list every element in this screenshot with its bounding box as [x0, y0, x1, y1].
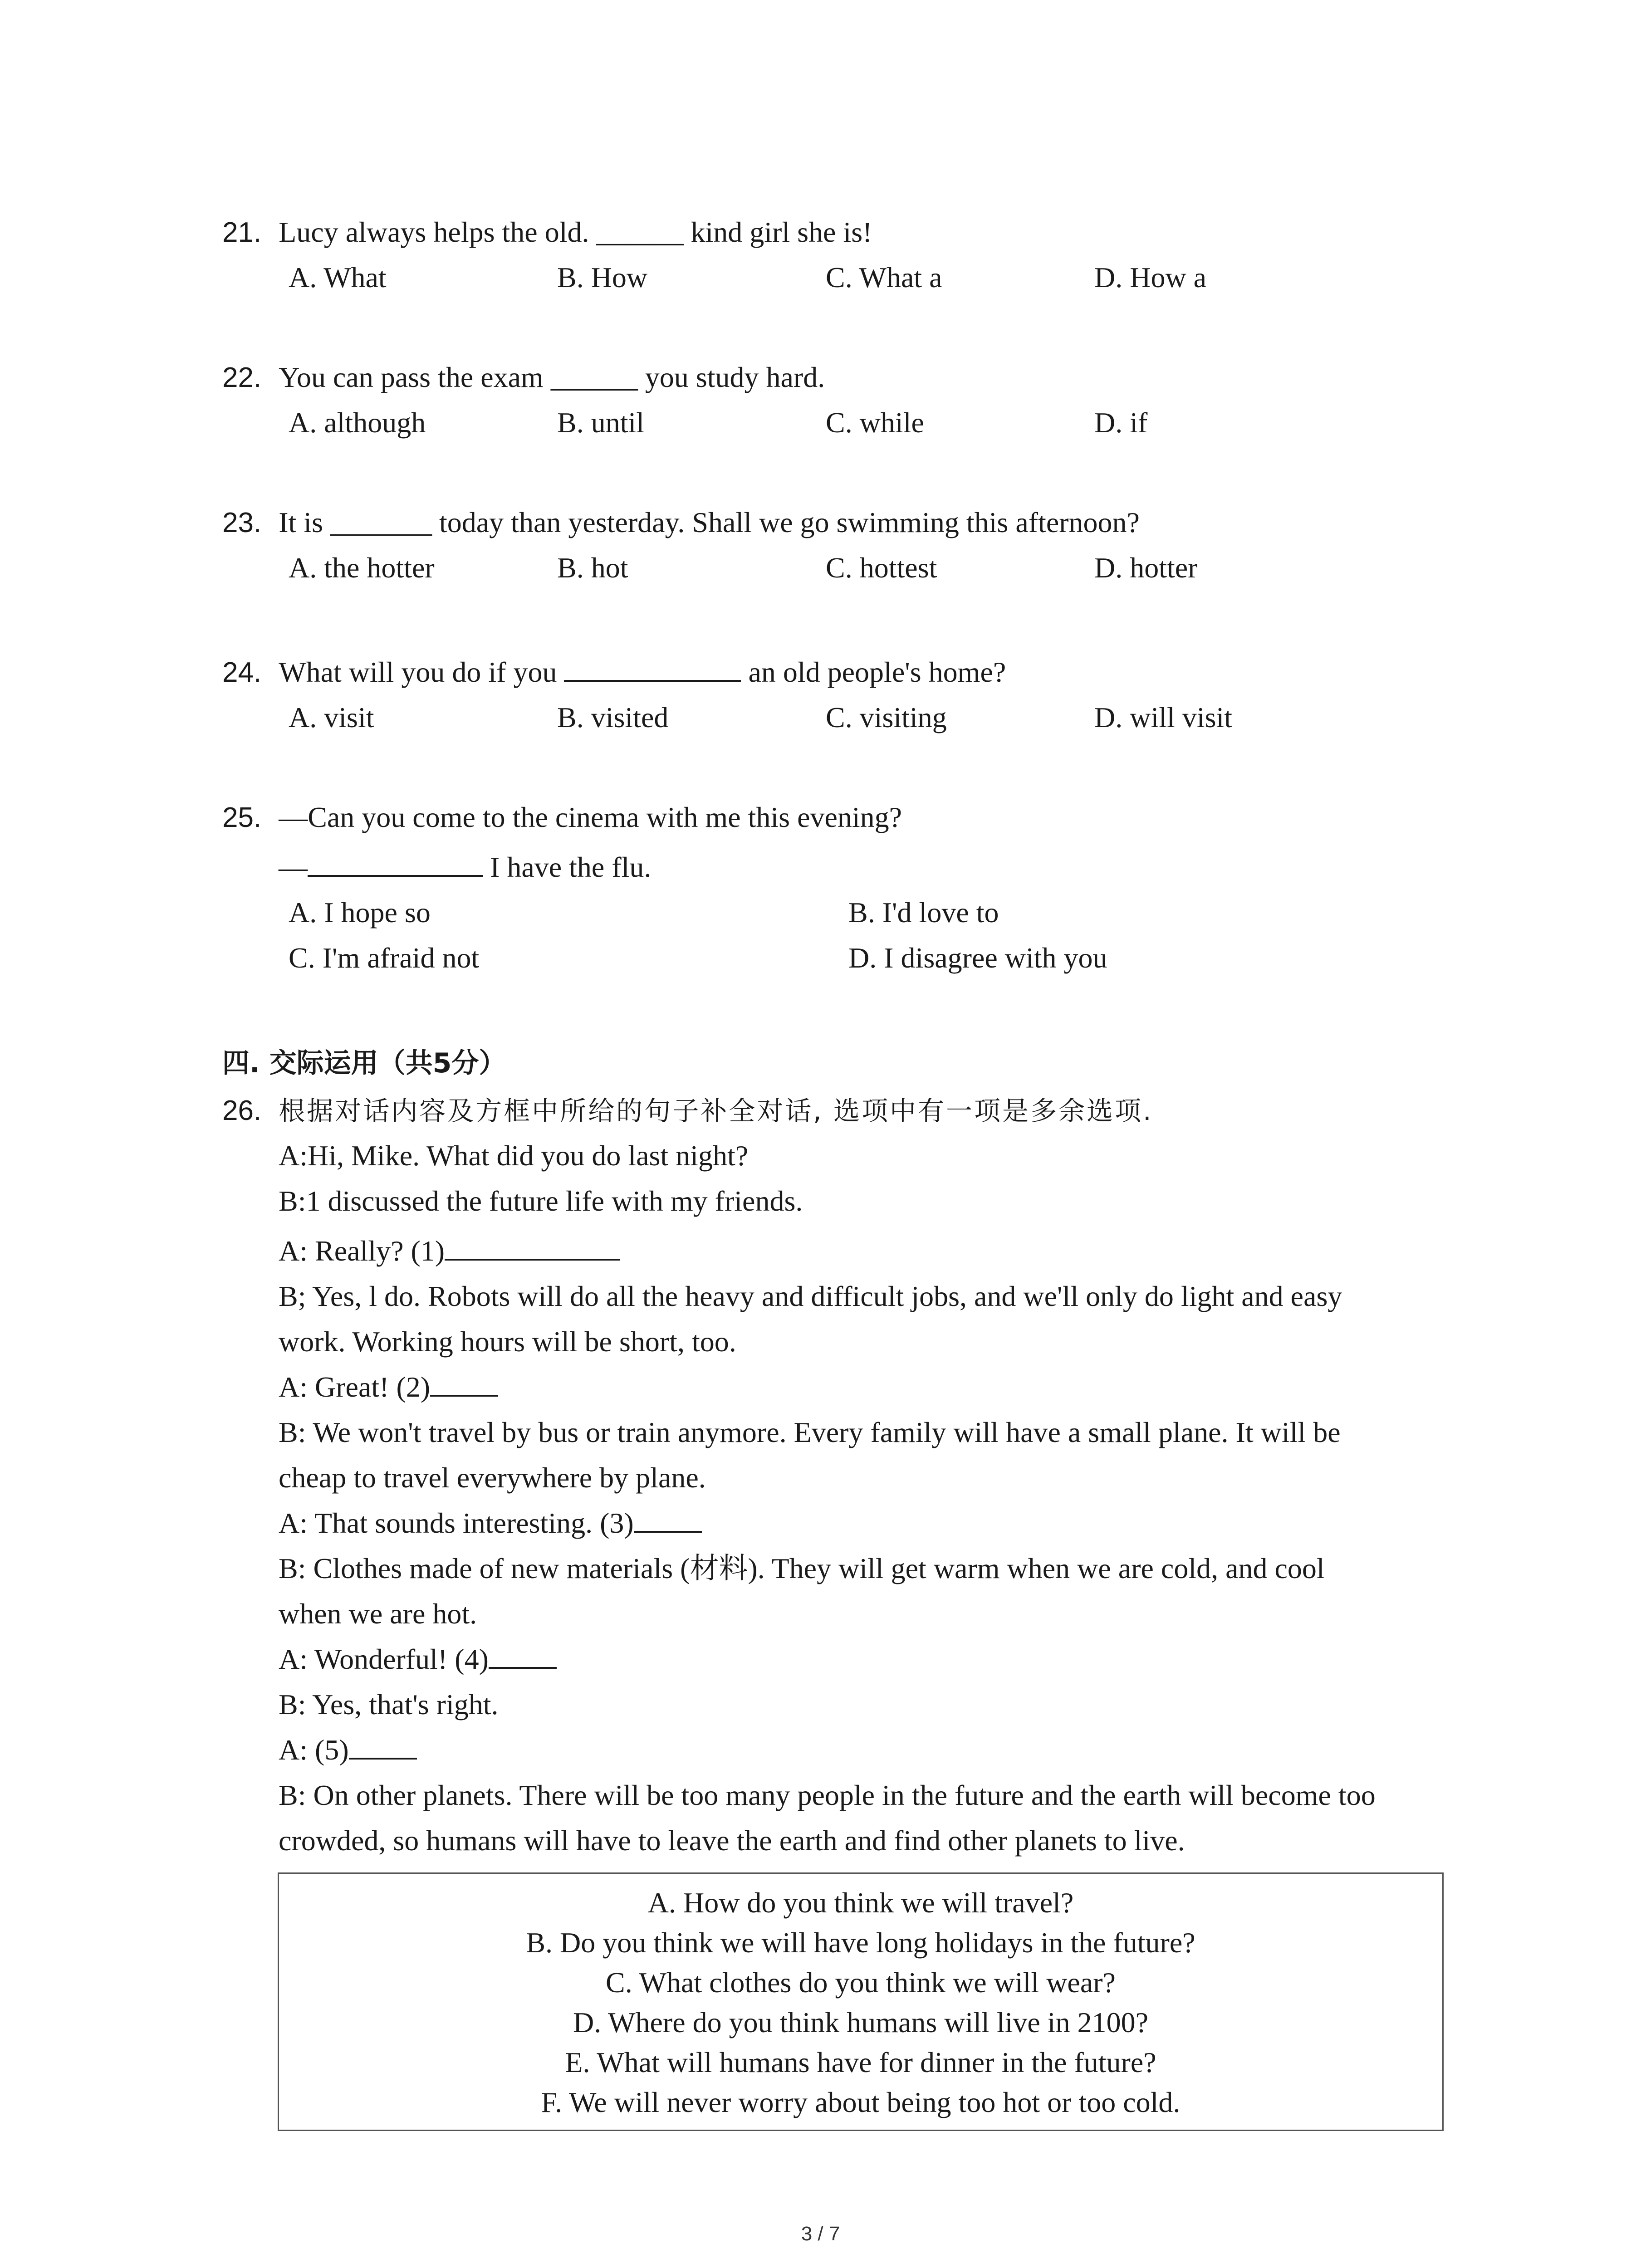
question-number: 23.	[222, 507, 262, 538]
question-number: 25.	[222, 802, 262, 833]
box-option-f[interactable]: F. We will never worry about being too hot or too cold.	[541, 2086, 1181, 2118]
question-number: 22.	[222, 362, 262, 393]
answer-blank-5	[349, 1733, 417, 1760]
question-21-stem: 21. Lucy always helps the old. ______ kind girl she is!	[222, 216, 872, 248]
question-25-reply: — I have the flu.	[279, 851, 652, 883]
answer-blank: ______	[550, 361, 638, 393]
question-23-stem: 23. It is _______ today than yesterday. Shall we go swimming this afternoon?	[222, 506, 1140, 538]
option-b[interactable]: B. How	[557, 261, 648, 293]
box-option-b[interactable]: B. Do you think we will have long holidays in the future?	[526, 1926, 1195, 1959]
dialogue-line: A: That sounds interesting. (3)	[279, 1505, 702, 1541]
dialogue-line: A:Hi, Mike. What did you do last night?	[279, 1139, 749, 1172]
dialogue-line: cheap to travel everywhere by plane.	[279, 1461, 706, 1494]
option-a[interactable]: A. I hope so	[289, 896, 431, 929]
option-c[interactable]: C. hottest	[826, 552, 937, 584]
dialogue-line: B: Clothes made of new materials (材料). They will get warm when we are cold, and cool	[279, 1552, 1325, 1584]
answer-blank: ______	[596, 216, 684, 248]
option-a[interactable]: A. the hotter	[289, 552, 435, 584]
question-number: 26.	[222, 1095, 262, 1126]
question-24-stem: 24. What will you do if you an old people's home?	[222, 656, 1006, 688]
option-b[interactable]: B. until	[557, 406, 645, 439]
dialogue-line: A: Really? (1)	[279, 1233, 620, 1269]
question-number: 21.	[222, 217, 262, 248]
option-d[interactable]: D. hotter	[1094, 552, 1198, 584]
dialogue-line: A: Wonderful! (4)	[279, 1641, 557, 1677]
question-number: 24.	[222, 657, 262, 688]
dialogue-line: crowded, so humans will have to leave the earth and find other planets to live.	[279, 1824, 1185, 1857]
box-option-d[interactable]: D. Where do you think humans will live in 2100?	[573, 2006, 1148, 2038]
option-b[interactable]: B. I'd love to	[848, 896, 999, 929]
option-c[interactable]: C. I'm afraid not	[289, 942, 480, 974]
option-b[interactable]: B. hot	[557, 552, 628, 584]
answer-blank	[308, 850, 483, 877]
question-26-instruction: 26. 根据对话内容及方框中所给的句子补全对话, 选项中有一项是多余选项.	[222, 1095, 1153, 1126]
dialogue-line: A: Great! (2)	[279, 1369, 498, 1405]
answer-blank-2	[430, 1370, 498, 1397]
page-number: 3 / 7	[801, 2223, 840, 2245]
dialogue-line: B: We won't travel by bus or train anymore. Every family will have a small plane. It will be	[279, 1416, 1341, 1448]
box-option-a[interactable]: A. How do you think we will travel?	[647, 1887, 1074, 1919]
option-d[interactable]: D. will visit	[1094, 701, 1233, 733]
dialogue-line: B: Yes, that's right.	[279, 1688, 499, 1721]
dialogue-line: A: (5)	[279, 1732, 417, 1768]
option-a[interactable]: A. although	[289, 406, 426, 439]
question-22-stem: 22. You can pass the exam ______ you study hard.	[222, 361, 825, 393]
dialogue-line: B; Yes, l do. Robots will do all the heavy and difficult jobs, and we'll only do light and easy	[279, 1280, 1342, 1312]
answer-blank	[564, 655, 741, 682]
box-option-e[interactable]: E. What will humans have for dinner in the future?	[565, 2046, 1156, 2078]
option-b[interactable]: B. visited	[557, 701, 669, 733]
section-heading: 四. 交际运用（共5分）	[222, 1047, 506, 1079]
option-a[interactable]: A. What	[289, 261, 387, 293]
answer-blank-1	[445, 1234, 620, 1261]
option-d[interactable]: D. How a	[1094, 261, 1207, 293]
option-c[interactable]: C. What a	[826, 261, 942, 293]
box-option-c[interactable]: C. What clothes do you think we will wear?	[606, 1966, 1116, 1999]
option-c[interactable]: C. visiting	[826, 701, 947, 733]
option-d[interactable]: D. I disagree with you	[848, 942, 1107, 974]
option-a[interactable]: A. visit	[289, 701, 374, 733]
options-box	[278, 1872, 1444, 2131]
answer-blank: _______	[330, 506, 432, 538]
dialogue-line: work. Working hours will be short, too.	[279, 1325, 736, 1358]
dialogue-line: when we are hot.	[279, 1598, 477, 1630]
question-25-stem: 25. —Can you come to the cinema with me this evening?	[222, 801, 902, 833]
answer-blank-3	[634, 1506, 702, 1533]
option-c[interactable]: C. while	[826, 406, 924, 439]
dialogue-line: B: On other planets. There will be too many people in the future and the earth will become too	[279, 1779, 1376, 1811]
option-d[interactable]: D. if	[1094, 406, 1148, 439]
dialogue-line: B:1 discussed the future life with my friends.	[279, 1185, 803, 1217]
answer-blank-4	[489, 1642, 557, 1669]
